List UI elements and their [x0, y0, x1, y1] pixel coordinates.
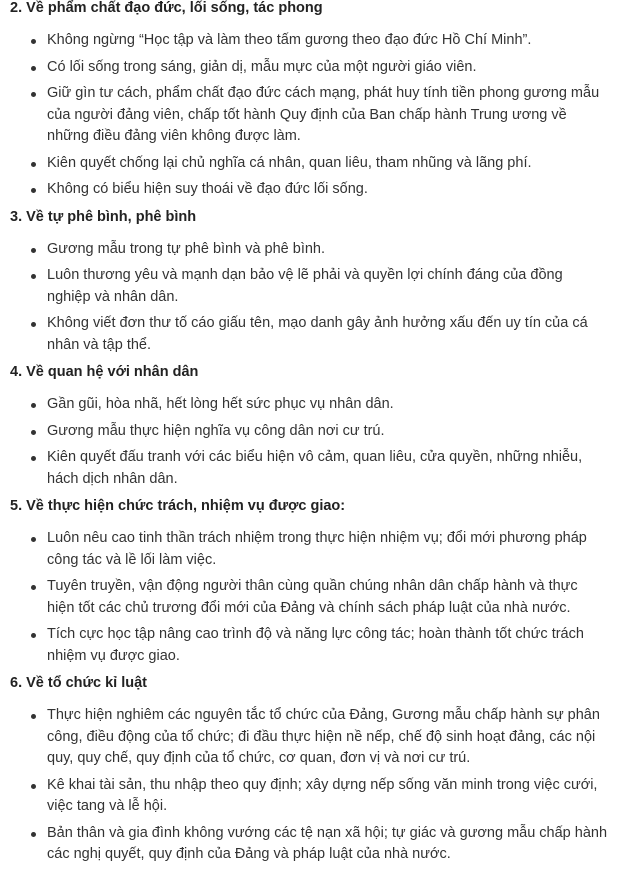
- list-item: Tuyên truyền, vận động người thân cùng quần chúng nhân dân chấp hành và thực hiện tốt các chủ trương đổi mới của Đảng và chính sách pháp luật của nhà nước.: [47, 576, 619, 619]
- list-item: Thực hiện nghiêm các nguyên tắc tổ chức của Đảng, Gương mẫu chấp hành sự phân công, điều động của tổ chức; đi đầu thực hiện nề nếp, chế độ sinh hoạt đảng, các nội quy, quy chế, quy định của tổ chức, cơ quan, đơn vị và nơi cư trú.: [47, 705, 619, 770]
- section-title-phê-bình: 3. Về tự phê bình, phê bình: [10, 208, 197, 225]
- list-item: Gương mẫu trong tự phê bình và phê bình.: [47, 239, 619, 261]
- list-item: Không có biểu hiện suy thoái về đạo đức lối sống.: [47, 179, 619, 201]
- list-item: Kê khai tài sản, thu nhập theo quy định; xây dựng nếp sống văn minh trong việc cưới, việc tang và lễ hội.: [47, 775, 619, 818]
- section-list-quan-hệ: [10, 394, 619, 490]
- list-item: Không viết đơn thư tố cáo giấu tên, mạo danh gây ảnh hưởng xấu đến uy tín của cá nhân và tập thể.: [47, 313, 619, 356]
- section-list-kỉ-luật: [10, 705, 619, 866]
- list-item: Bản thân và gia đình không vướng các tệ nạn xã hội; tự giác và gương mẫu chấp hành các nghị quyết, quy định của Đảng và pháp luật của nhà nước.: [47, 823, 619, 866]
- section-list-phẩm-chất: [10, 30, 619, 201]
- section-list-phê-bình: [10, 239, 619, 357]
- list-item: Kiên quyết đấu tranh với các biểu hiện vô cảm, quan liêu, cửa quyền, những nhiễu, hách dịch nhân dân.: [47, 447, 619, 490]
- section-title-quan-hệ: 4. Về quan hệ với nhân dân: [10, 364, 199, 380]
- list-item: Không ngừng “Học tập và làm theo tấm gương theo đạo đức Hồ Chí Minh”.: [47, 30, 619, 52]
- section-list-chức-trách: [10, 528, 619, 667]
- list-item: Luôn thương yêu và mạnh dạn bảo vệ lẽ phải và quyền lợi chính đáng của đồng nghiệp và nhân dân.: [47, 265, 619, 308]
- section-title-kỉ-luật: 6. Về tổ chức kỉ luật: [10, 675, 148, 691]
- section-title-phẩm-chất: 2. Về phẩm chất đạo đức, lối sống, tác phong: [10, 0, 323, 16]
- list-item: Có lối sống trong sáng, giản dị, mẫu mực của một người giáo viên.: [47, 57, 619, 79]
- list-item: Kiên quyết chống lại chủ nghĩa cá nhân, quan liêu, tham nhũng và lãng phí.: [47, 153, 619, 175]
- list-item: Gương mẫu thực hiện nghĩa vụ công dân nơi cư trú.: [47, 421, 619, 443]
- list-item: Giữ gìn tư cách, phẩm chất đạo đức cách mạng, phát huy tính tiền phong gương mẫu của người đảng viên, chấp tốt hành Quy định của Ban chấp hành Trung ương về những điều đảng viên không được làm.: [47, 83, 619, 148]
- section-title-chức-trách: 5. Về thực hiện chức trách, nhiệm vụ được giao:: [10, 498, 346, 514]
- list-item: Tích cực học tập nâng cao trình độ và năng lực công tác; hoàn thành tốt chức trách nhiệm vụ được giao.: [47, 624, 619, 667]
- list-item: Gần gũi, hòa nhã, hết lòng hết sức phục vụ nhân dân.: [47, 394, 619, 416]
- list-item: Luôn nêu cao tinh thần trách nhiệm trong thực hiện nhiệm vụ; đổi mới phương pháp công tác và lề lối làm việc.: [47, 528, 619, 571]
